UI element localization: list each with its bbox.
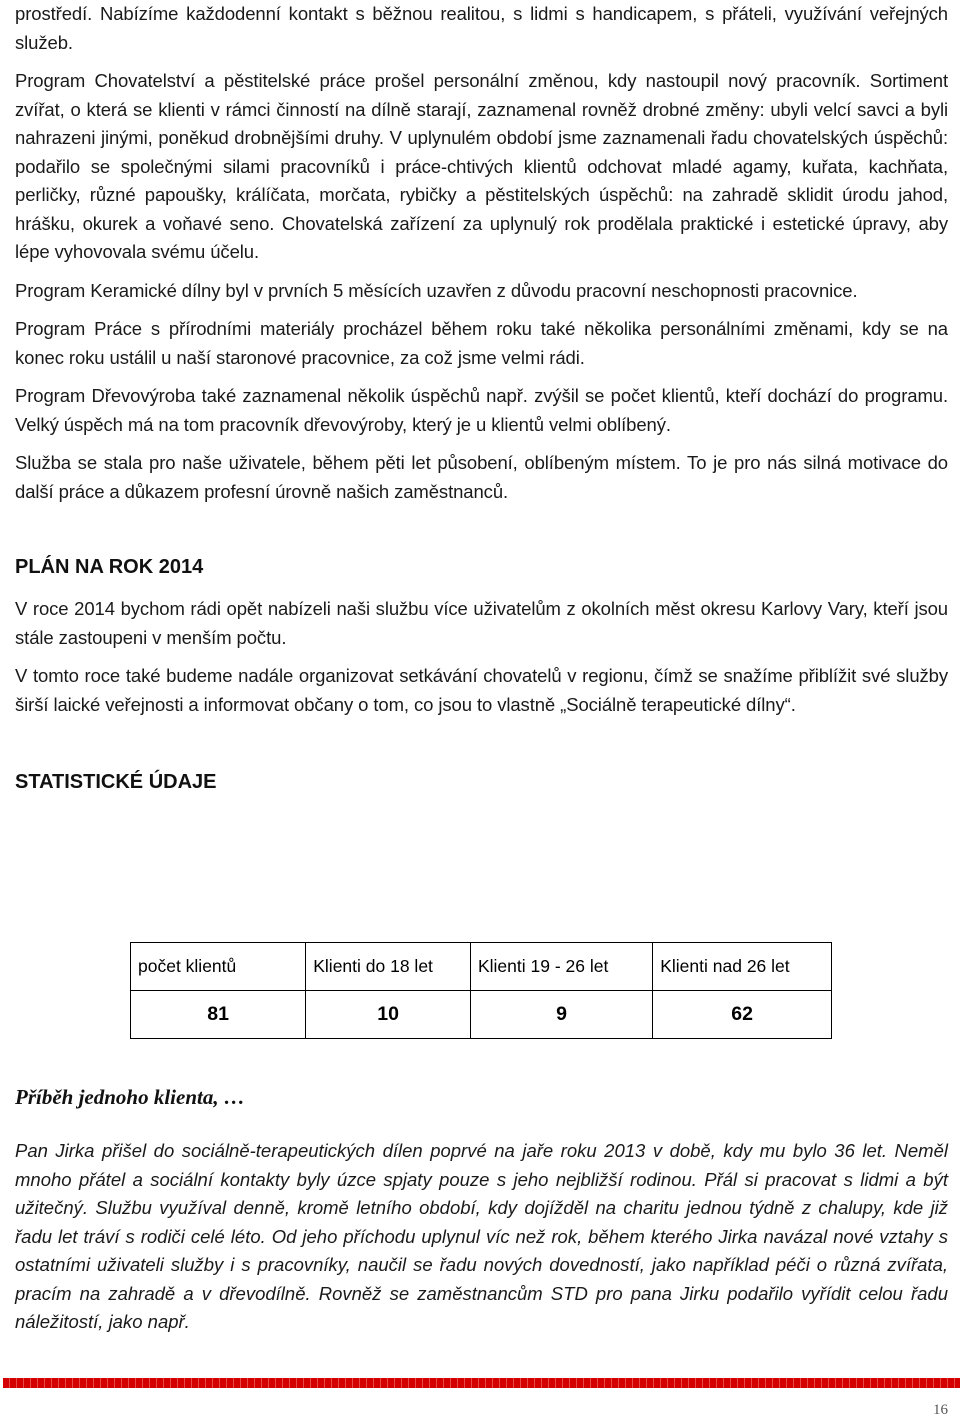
stats-header-cell: Klienti nad 26 let [653, 943, 832, 991]
paragraph-sluzba: Služba se stala pro naše uživatele, během pěti let působení, oblíbeným místem. To je pro nás silná motivace do další práce a důkazem profesní úrovně našich zaměstnanců. [15, 452, 948, 502]
stats-value-cell: 81 [131, 991, 306, 1039]
stats-value-cell: 9 [470, 991, 652, 1039]
stats-header-cell: počet klientů [131, 943, 306, 991]
paragraph-intro-continuation: prostředí. Nabízíme každodenní kontakt s běžnou realitou, s lidmi s handicapem, s přáteli, využívání veřejných služeb. [15, 3, 948, 53]
stats-header-cell: Klienti do 18 let [306, 943, 471, 991]
story-title: Příběh jednoho klienta, … [15, 1085, 245, 1109]
paragraph-chovatelstvi: Program Chovatelství a pěstitelské práce prošel personální změnou, kdy nastoupil nový pracovník. Sortiment zvířat, o která se klienti v rámci činností na dílně starají, zaznamenal rovněž drobné změny: ubyli velcí savci a byli nahrazeni jinými, poněkud drobnějšími druhy. V uplynulém období jsme zaznamenali řadu chovatelských úspěchů: podařilo se společnými silami pracovníků i práce-chtivých klientů odchovat mladé agamy, kuřata, kachňata, perličky, různé papoušky, králíčata, morčata, rybičky a pěstitelských úspěchů: na zahradě sklidit úrodu jahod, hrášku, okurek a voňavé seno. Chovatelská zařízení za uplynulý rok prodělala praktické i estetické úpravy, aby lépe vyhovovala svému účelu. [15, 70, 948, 262]
stats-value-row [131, 991, 832, 1039]
document-body [15, 0, 948, 794]
stats-heading: STATISTICKÉ ÚDAJE [15, 771, 217, 793]
footer-rule [3, 1378, 960, 1388]
stats-table [130, 942, 832, 1039]
plan-heading: PLÁN NA ROK 2014 [15, 556, 204, 578]
stats-value-cell: 10 [306, 991, 471, 1039]
paragraph-keramika: Program Keramické dílny byl v prvních 5 měsících uzavřen z důvodu pracovní neschopnosti pracovnice. [15, 279, 858, 301]
stats-header-cell: Klienti 19 - 26 let [470, 943, 652, 991]
story-paragraph: Pan Jirka přišel do sociálně-terapeutických dílen poprvé na jaře roku 2013 v době, kdy mu bylo 36 let. Neměl mnoho přátel a sociální kontakty byly úzce spjaty pouze s jeho nejbližší rodinou. Přál si pracovat s lidmi a být užitečný. Službu využíval denně, kromě letního období, kdy dojížděl na charitu jednou týdně z chalupy, kde již řadu let tráví s rodiči celé léto. Od jeho příchodu uplynul víc než rok, během kterého Jirka navázal nové vztahy s ostatními uživateli služby i s pracovníky, naučil se řadu nových dovedností, jako například péči o různá zvířata, pracím na zahradě a v dřevodílně. Rovněž se zaměstnancům STD pro pana Jirku podařilo vyřídit celou řadu náležitostí, jako např. [15, 1140, 948, 1332]
paragraph-drevovyroba: Program Dřevovýroba také zaznamenal několik úspěchů např. zvýšil se počet klientů, kteří dochází do programu. Velký úspěch má na tom pracovník dřevovýroby, který je u klientů velmi oblíbený. [15, 385, 948, 435]
stats-header-row [131, 943, 832, 991]
plan-paragraph-2: V tomto roce také budeme nadále organizovat setkávání chovatelů v regionu, čímž se snažíme přiblížit své služby širší laické veřejnosti a informovat občany o tom, co jsou to vlastně „Sociálně terapeutické dílny“. [15, 665, 948, 715]
page-number: 16 [933, 1402, 948, 1418]
plan-paragraph-1: V roce 2014 bychom rádi opět nabízeli naši službu více uživatelům z okolních měst okresu Karlovy Vary, kteří jsou stále zastoupeni v menším počtu. [15, 598, 948, 648]
stats-value-cell: 62 [653, 991, 832, 1039]
paragraph-prirodni-materialy: Program Práce s přírodními materiály procházel během roku také několika personálními změnami, kdy se na konec roku ustálil u naší staronové pracovnice, za což jsme velmi rádi. [15, 318, 948, 368]
